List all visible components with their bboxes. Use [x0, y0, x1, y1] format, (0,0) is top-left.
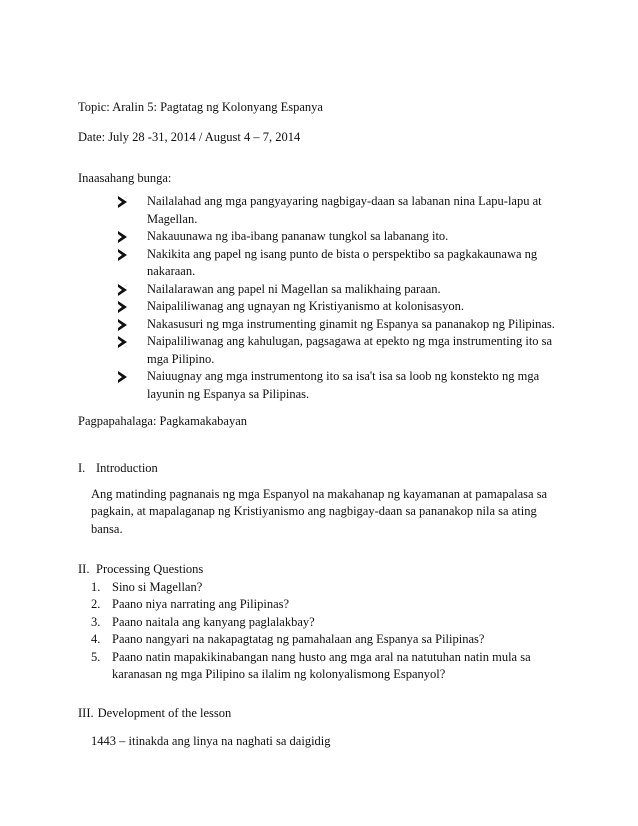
list-item-text: Nailalarawan ang papel ni Magellan sa malikhaing paraan.: [147, 281, 441, 296]
list-item: [118, 246, 573, 281]
question-number: 1.: [91, 579, 101, 594]
question-number: 3.: [91, 614, 101, 629]
section-number: III.: [78, 706, 94, 720]
arrow-bullet-icon: [118, 284, 127, 296]
list-item: [91, 631, 578, 649]
section-title: Processing Questions: [96, 562, 204, 576]
list-item: [91, 649, 578, 684]
list-item: [118, 316, 573, 334]
section-number: I.: [78, 461, 86, 475]
arrow-bullet-icon: [118, 231, 127, 243]
question-text: Paano natin mapakikinabangan nang husto ang mga aral na natutuhan natin mula sa karanasan ng mga Pilipino sa ilalim ng kolonyalismong Espanyol?: [112, 649, 531, 681]
section-title: Introduction: [96, 461, 158, 475]
list-item-text: Naipaliliwanag ang kahulugan, pagsagawa at epekto ng mga instrumenting ito sa mga Pilipino.: [147, 334, 553, 366]
list-item: [118, 333, 573, 368]
question-text: Paano niya narrating ang Pilipinas?: [112, 597, 290, 611]
values-line: Pagpapahalaga: Pagkamakabayan: [78, 414, 248, 428]
section-processing-questions: [78, 561, 578, 684]
list-item-text: Naiuugnay ang mga instrumentong ito sa isa't isa sa loob ng konstekto ng mga layunin ng Espanya sa Pilipinas.: [147, 369, 540, 401]
question-number: 5.: [91, 649, 101, 664]
list-item-text: Nakasusuri ng mga instrumenting ginamit ng Espanya sa pananakop ng Pilipinas.: [147, 316, 555, 331]
list-item: [118, 193, 573, 228]
list-item-text: Nakikita ang papel ng isang punto de bista o perspektibo sa pagkakaunawa ng nakaraan.: [147, 246, 538, 278]
list-item: [118, 228, 573, 246]
arrow-bullet-icon: [118, 371, 127, 383]
section-title: Development of the lesson: [97, 706, 232, 720]
lesson-meta: [78, 99, 578, 158]
question-text: Paano nangyari na nakapagtatag ng pamahalaan ang Espanya sa Pilipinas?: [112, 632, 485, 646]
arrow-bullet-icon: [118, 249, 127, 261]
section-number: II.: [78, 562, 90, 576]
section-introduction: [78, 460, 578, 538]
question-number: 2.: [91, 597, 101, 611]
arrow-bullet-icon: [118, 301, 127, 313]
arrow-bullet-icon: [118, 319, 127, 331]
list-item: [118, 368, 573, 403]
topic-line: Topic: Aralin 5: Pagtatag ng Kolonyang Espanya: [78, 100, 323, 114]
date-line: Date: July 28 -31, 2014 / August 4 – 7, 2014: [78, 129, 301, 144]
arrow-bullet-icon: [118, 336, 127, 348]
questions-list: [78, 579, 578, 684]
list-item: [118, 281, 573, 299]
list-item-text: Naipaliliwanag ang ugnayan ng Kristiyanismo at kolonisasyon.: [147, 299, 464, 313]
development-line: 1443 – itinakda ang linya na naghati sa daigidig: [91, 733, 331, 748]
list-item-text: Nakauunawa ng iba-ibang pananaw tungkol sa labanang ito.: [147, 229, 449, 243]
question-text: Sino si Magellan?: [112, 579, 203, 594]
list-item-text: Nailalahad ang mga pangyayaring nagbigay-daan sa labanan nina Lapu-lapu at Magellan.: [147, 194, 542, 226]
list-item: [91, 614, 578, 632]
list-item: [91, 596, 578, 614]
question-number: 4.: [91, 632, 101, 646]
expected-results-heading: Inaasahang bunga:: [78, 171, 172, 185]
list-item: [91, 579, 578, 597]
expected-results-list: [118, 193, 573, 403]
intro-paragraph: Ang matinding pagnanais ng mga Espanyol na makahanap ng kayamanan at pamapalasa sa pagkain, at mapalaganap ng Kristiyanismo ang nagbigay-daan sa pananakop nila sa ating bansa.: [91, 486, 548, 536]
arrow-bullet-icon: [118, 196, 127, 208]
list-item: [118, 298, 573, 316]
question-text: Paano naitala ang kanyang paglalakbay?: [112, 614, 315, 629]
section-development: [78, 705, 578, 750]
